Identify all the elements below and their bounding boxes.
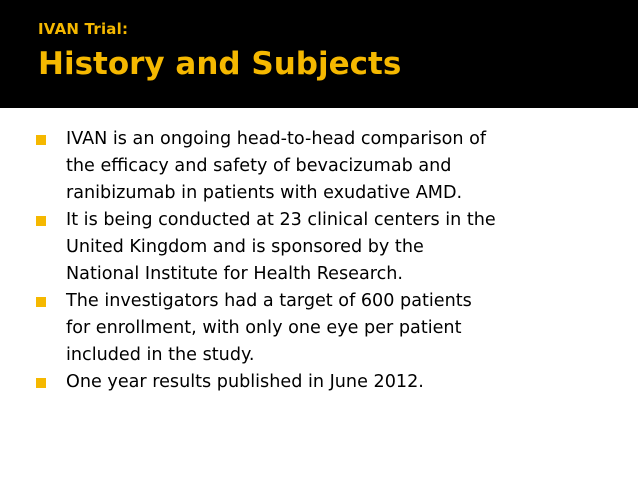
title-bar	[0, 0, 638, 108]
bullet-item	[34, 288, 594, 369]
bullet-text	[66, 126, 594, 207]
bullet-item	[34, 369, 594, 396]
bullet-line: The investigators had a target of 600 patients	[66, 291, 472, 311]
bullet-text	[66, 207, 594, 288]
bullet-line: the efficacy and safety of bevacizumab and	[66, 156, 452, 176]
square-bullet-icon	[36, 216, 46, 226]
square-bullet-icon	[36, 135, 46, 145]
bullet-line: included in the study.	[66, 345, 255, 365]
bullet-item	[34, 126, 594, 207]
slide-title: History and Subjects	[38, 46, 402, 82]
bullet-line: It is being conducted at 23 clinical centers in the	[66, 210, 496, 230]
bullet-item	[34, 207, 594, 288]
slide-supertitle: IVAN Trial:	[38, 20, 129, 38]
bullet-line: One year results published in June 2012.	[66, 372, 424, 392]
bullet-text	[66, 369, 594, 396]
content-area	[0, 108, 638, 479]
bullet-line: for enrollment, with only one eye per patient	[66, 318, 462, 338]
bullet-list	[34, 126, 594, 396]
bullet-line: National Institute for Health Research.	[66, 264, 404, 284]
square-bullet-icon	[36, 297, 46, 307]
square-bullet-icon	[36, 378, 46, 388]
bullet-line: ranibizumab in patients with exudative AMD.	[66, 183, 463, 203]
bullet-line: United Kingdom and is sponsored by the	[66, 237, 424, 257]
bullet-line: IVAN is an ongoing head-to-head comparison of	[66, 129, 487, 149]
bullet-text	[66, 288, 594, 369]
